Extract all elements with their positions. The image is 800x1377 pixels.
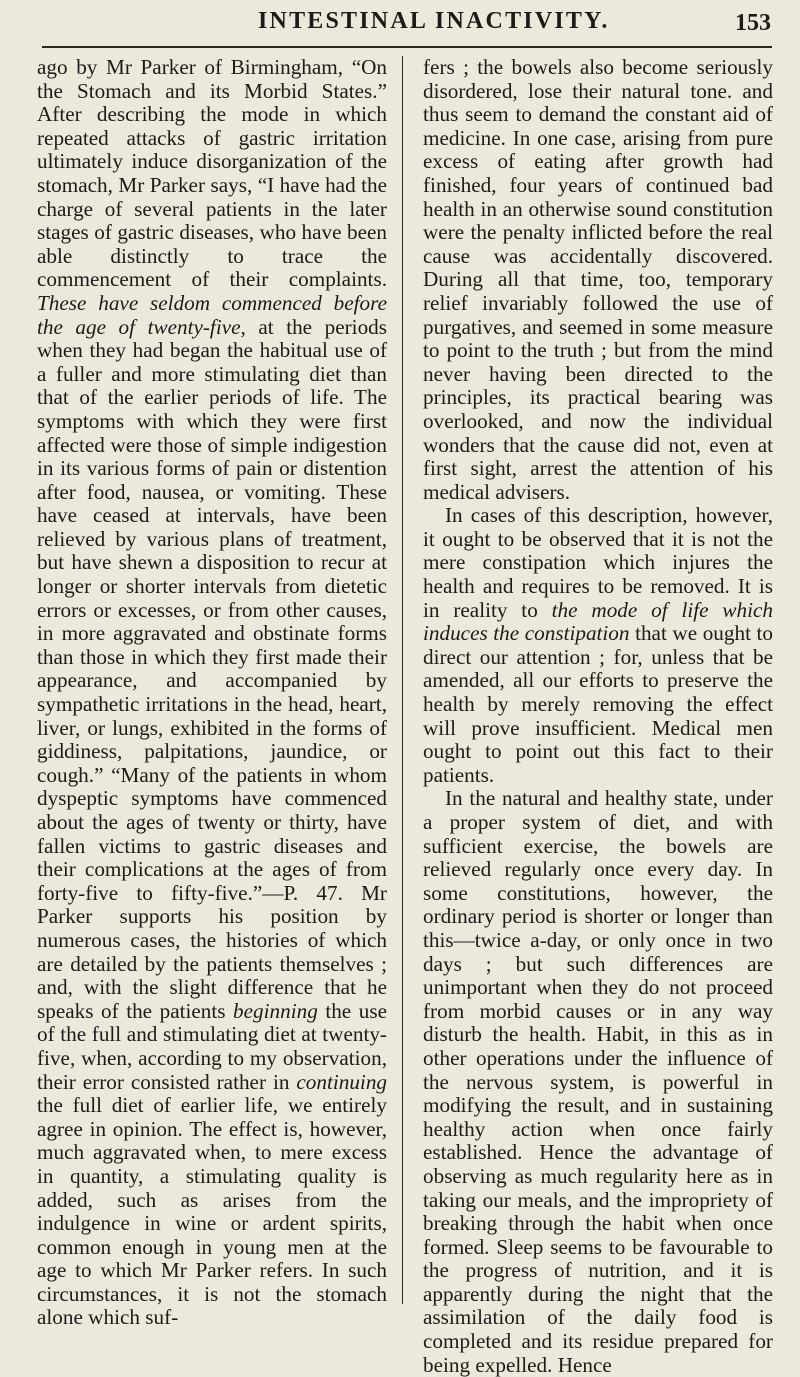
- right-column: [423, 56, 773, 1377]
- left-text-2: at the periods when they had began the habitual use of a fuller and more stimulating diet than that of the earlier periods of life. The symptoms with which they were first affected were those of simple indigestion in its various forms of pain or distention after food, nausea, or vomiting. These have ceased at intervals, have been relieved by various plans of treatment, but have shewn a disposition to recur at longer or shorter intervals from dietetic errors or excesses, or from other causes, in more aggravated and obstinate forms than those in which they first made their appearance, and accompanied by sympathetic irritations in the head, heart, liver, or lungs, exhibited in the forms of giddiness, palpitations, jaundice, or cough.” “Many of the patients in whom dyspeptic symptoms have commenced about the ages of twenty or thirty, have fallen victims to gastric diseases and their complications at the ages of from forty-five to fifty-five.”—P. 47. Mr Parker supports his position by numerous cases, the histories of which are detailed by the patients themselves ; and, with the slight difference that he speaks of the patients: [37, 314, 388, 1023]
- right-paragraph-3: [423, 787, 773, 1377]
- running-head: INTESTINAL INACTIVITY.: [258, 8, 610, 34]
- right-text-1: fers ; the bowels also become seriously disordered, lose their natural tone. and thus seem to demand the constant aid of medicine. In one case, arising from pure excess of eating after growth had finished, four years of continued bad health in an otherwise sound constitution were the penalty inflicted before the real cause was accidentally discovered. During all that time, too, temporary relief invariably followed the use of purgatives, and seemed in some measure to point to the truth ; but from the mind never having been directed to the principles, its practical bearing was overlooked, and now the individual wonders that the cause did not, even at first sight, arrest the attention of his medical advisers.: [423, 55, 773, 504]
- left-text-4: the full diet of earlier life, we entirely agree in opinion. The effect is, however, much aggravated when, to mere excess in quantity, a stimulating quality is added, such as arises from the indulgence in wine or ardent spirits, common enough in young men at the age to which Mr Parker refers. In such circumstances, it is not the stomach alone which suf-: [37, 1093, 387, 1330]
- left-paragraph: [37, 56, 387, 1330]
- left-italic-continuing: continuing: [296, 1069, 388, 1094]
- left-text-3: the use of the full and stimulating diet at twenty-five, when, according to my observation, their error consisted rather in: [37, 998, 387, 1094]
- right-italic-1: the mode of life which induces the constipation: [423, 597, 774, 646]
- page-header: [0, 6, 800, 46]
- header-rule: [42, 46, 772, 48]
- right-text-4: In the natural and healthy state, under a proper system of diet, and with sufficient exercise, the bowels are relieved regularly once every day. In some constitutions, however, the ordinary period is shorter or longer than this—twice a-day, or only once in two days ; but such differences are unimportant when they do not proceed from morbid causes or in any way disturb the health. Habit, in this as in other operations under the influence of the nervous system, is powerful in modifying the result, and in sustaining healthy action when once fairly established. Hence the advantage of observing as much regularity here as in taking our meals, and the impropriety of breaking through the habit when once formed. Sleep seems to be favourable to the progress of nutrition, and it is apparently during the night that the assimilation of the daily food is completed and its residue prepared for being expelled. Hence: [423, 786, 773, 1377]
- right-text-3: that we ought to direct our attention ; for, unless that be amended, all our efforts to preserve the health by merely removing the effect will prove insufficient. Medical men ought to point out this fact to their patients.: [423, 621, 773, 787]
- right-paragraph-2: [423, 504, 773, 787]
- left-italic-beginning: beginning: [233, 998, 318, 1023]
- page-number: 153: [735, 10, 771, 36]
- column-divider: [402, 56, 403, 1304]
- left-column: [37, 56, 387, 1330]
- right-text-2: In cases of this description, however, it ought to be observed that it is not the mere constipation which injures the health and requires to be removed. It is in reality to: [423, 503, 773, 622]
- right-paragraph-1: [423, 56, 773, 504]
- left-text-1: ago by Mr Parker of Birmingham, “On the Stomach and its Morbid States.” After describing the mode in which repeated attacks of gastric irritation ultimately induce disorganization of the stomach, Mr Parker says, “I have had the charge of several patients in the later stages of gastric diseases, who have been able distinctly to trace the commencement of their complaints.: [37, 55, 387, 292]
- left-italic-1: These have seldom commenced before the age of twenty-five,: [37, 290, 387, 339]
